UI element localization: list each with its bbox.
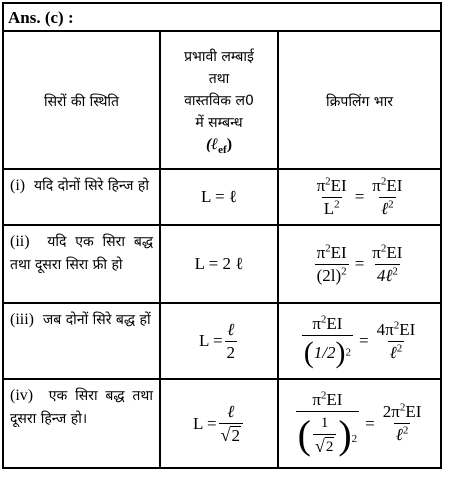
header-length-line: वास्तविक ल0	[184, 93, 254, 109]
table-row-load	[279, 226, 440, 302]
crippling-load-formula: $\frac{\pi^2EI}{(2l)^2}$ = $\frac{\pi^2EI}{4\ell^2}$	[316, 241, 403, 285]
row-number: (ii)	[10, 233, 30, 250]
table-row-relation	[161, 170, 277, 224]
length-relation: L = ℓ √ 2	[193, 403, 245, 445]
header-length-relation	[161, 34, 277, 168]
header-length-line: में सम्बन्ध	[195, 115, 243, 131]
header-effective-length-symbol: (ℓ$_{ef}$)	[205, 136, 233, 157]
header-end-condition	[4, 34, 159, 168]
row-condition-text: यदि एक सिरा बद्ध तथा दूसरा सिरा फ्री हो	[10, 234, 153, 273]
header-end-condition-label: सिरों की स्थिति	[43, 93, 120, 110]
row-condition-text: जब दोनों सिरे बद्ध हों	[42, 312, 151, 328]
table-row-relation	[161, 304, 277, 378]
header-crippling-load-label: क्रिपलिंग भार	[326, 93, 393, 110]
row-number: (iv)	[10, 387, 34, 404]
table-row-load	[279, 170, 440, 224]
answer-table	[2, 2, 442, 469]
row-condition-text: एक सिरा बद्ध तथा दूसरा हिन्ज हो।	[10, 388, 153, 427]
table-row-load	[279, 380, 440, 467]
crippling-load-formula: $\frac{\pi^2EI}{L^2}$ = $\frac{\pi^2EI}{\ell^2}$	[316, 174, 403, 218]
table-row-relation	[161, 380, 277, 467]
length-relation: L = ℓ	[201, 187, 237, 206]
table-row-condition	[4, 170, 159, 224]
table-row-condition	[4, 304, 159, 378]
row-number: (i)	[10, 177, 26, 194]
crippling-load-formula: $\pi^2EI$ ( 1/2 ) $^2$ = $\frac{4\pi^2EI}{\ell^2}$	[303, 312, 416, 369]
table-row-relation	[161, 226, 277, 302]
length-relation: L = 2 ℓ	[194, 254, 244, 273]
crippling-load-formula: $\pi^2EI$ ( 1 √ 2 ) $^2$ = $\frac{2\pi^2EI}{\ell^2}$	[297, 388, 422, 457]
header-length-line: प्रभावी लम्बाई	[184, 49, 254, 65]
row-condition-text: यदि दोनों सिरे हिन्ज हो	[34, 178, 149, 194]
table-row-load	[279, 304, 440, 378]
length-relation: L = $\frac{\text{ℓ}}{2}$	[198, 319, 236, 362]
table-row-condition	[4, 380, 159, 467]
row-number: (iii)	[10, 311, 34, 328]
table-row-condition	[4, 226, 159, 302]
header-crippling-load	[279, 34, 440, 168]
answer-label: Ans. (c) :	[4, 4, 440, 32]
header-length-line: तथा	[208, 71, 230, 87]
